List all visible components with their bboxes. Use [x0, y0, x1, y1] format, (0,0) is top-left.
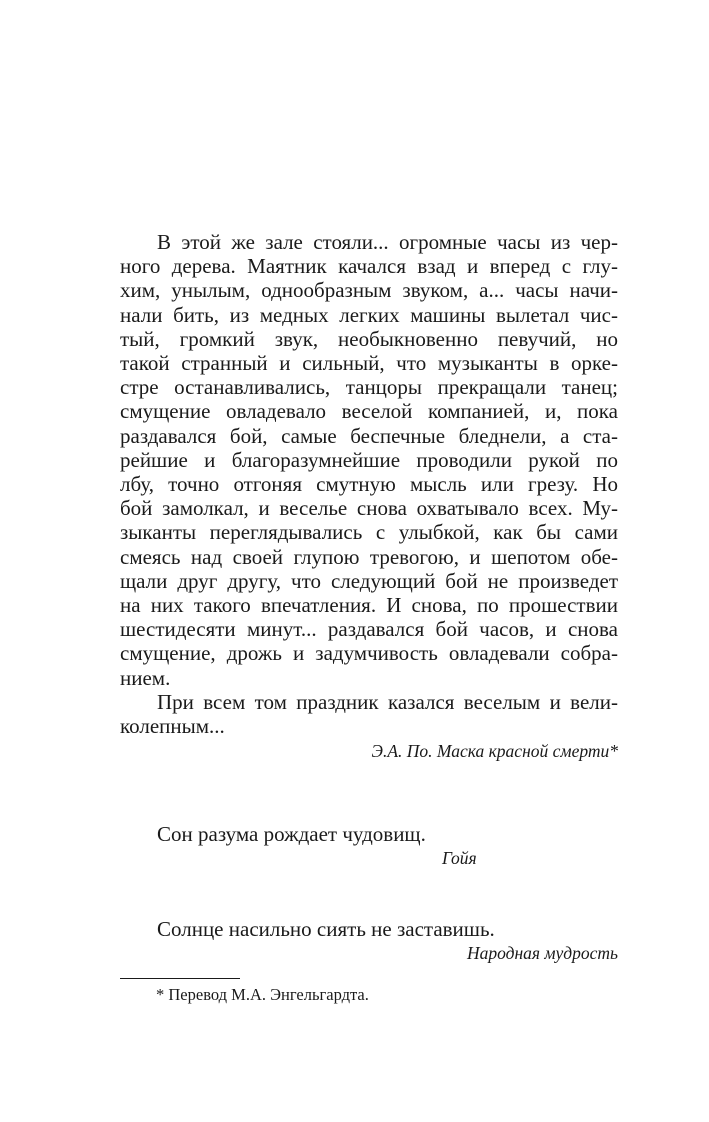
epigraph-line: ного дерева. Маятник качался взад и вперед с глу-: [120, 254, 618, 279]
epigraph-line: рейшие и благоразумнейшие проводили рукой по: [120, 447, 618, 472]
goya-quote: Сон разума рождает чудовищ.: [157, 822, 426, 846]
epigraph-line: раздавался бой, самые беспечные бледнели, а ста-: [120, 423, 618, 448]
epigraph-line: смущение овладевало веселой компанией, и, пока: [120, 399, 618, 424]
epigraph-line: В этой же зале стояли... огромные часы из чер-: [157, 230, 618, 254]
epigraph-line: хим, унылым, однообразным звуком, а... часы начи-: [120, 278, 618, 303]
folk-quote: Солнце насильно сиять не заставишь.: [157, 917, 495, 941]
goya-epigraph: [120, 822, 618, 869]
footnote: * Перевод М.А. Энгельгардта.: [156, 985, 369, 1004]
epigraph-line: При всем том праздник казался веселым и вели-: [157, 689, 618, 714]
folk-epigraph: [120, 917, 618, 964]
epigraph-line: шестидесяти минут... раздавался бой часов, и снова: [120, 617, 618, 642]
epigraph-line: колепным...: [120, 714, 225, 739]
epigraph-line: такой странный и сильный, что музыканты в орке-: [120, 351, 618, 376]
epigraph-line: бой замолкал, и веселье снова охватывало всех. Му-: [120, 496, 618, 521]
epigraph-line: на них такого впечатления. И снова, по прошествии: [120, 593, 618, 618]
footnote-divider: [120, 978, 240, 979]
epigraph-line: смущение, дрожь и задумчивость овладевали собра-: [120, 641, 618, 666]
epigraph-line: зыканты переглядывались с улыбкой, как бы сами: [120, 520, 618, 545]
epigraph-line: стре останавливались, танцоры прекращали танец;: [120, 375, 618, 400]
epigraph-line: тый, громкий звук, необыкновенно певучий, но: [120, 326, 618, 351]
epigraph-line: нием.: [120, 665, 171, 690]
epigraph-line: щали друг другу, что следующий бой не произведет: [120, 568, 618, 593]
goya-attribution: Гойя: [442, 848, 477, 868]
epigraph-line: нали бить, из медных легких машины вылетал чис-: [120, 302, 618, 327]
epigraph-line: лбу, точно отгоняя смутную мысль или грезу. Но: [120, 472, 618, 497]
main-epigraph: [120, 230, 618, 762]
folk-attribution: Народная мудрость: [466, 943, 618, 963]
epigraph-attribution: Э.А. По. Маска красной смерти*: [371, 741, 618, 762]
epigraph-line: смеясь над своей глупою тревогою, и шепотом обе-: [120, 544, 618, 569]
